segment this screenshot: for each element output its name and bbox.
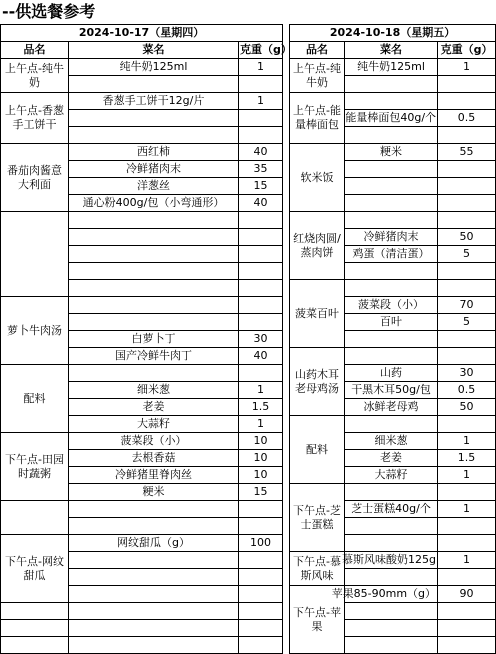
- day2-ingredient-weight: 30: [438, 365, 496, 382]
- day2-header-dish: 品名: [290, 42, 345, 59]
- day2-ingredient-weight: 1: [438, 433, 496, 450]
- day2-ingredient-weight: [438, 178, 496, 195]
- day1-ingredient-name: [69, 569, 239, 586]
- day1-ingredient-weight: [239, 365, 283, 382]
- day1-empty-cell: [239, 637, 283, 654]
- day1-ingredient-weight: 40: [239, 144, 283, 161]
- day1-ingredient-weight: 15: [239, 484, 283, 501]
- day2-ingredient-weight: 55: [438, 144, 496, 161]
- day2-ingredient-weight: 1: [438, 467, 496, 484]
- day2-dish-name: 下午点-慕斯风味: [290, 552, 345, 586]
- menu-row: [1, 501, 496, 518]
- day2-ingredient-name: 冰鲜老母鸡: [345, 399, 438, 416]
- day2-ingredient-name: [345, 161, 438, 178]
- day1-ingredient-name: 纯牛奶125ml: [69, 59, 239, 76]
- menu-row: [1, 467, 496, 484]
- menu-row: [1, 212, 496, 229]
- day1-ingredient-name: 老姜: [69, 399, 239, 416]
- day1-ingredient-name: 去根香菇: [69, 450, 239, 467]
- column-gap: [283, 161, 290, 178]
- menu-row: [1, 229, 496, 246]
- menu-row: [1, 535, 496, 552]
- day1-ingredient-name: 冷鲜猪里脊肉丝: [69, 467, 239, 484]
- day1-empty-cell: [1, 637, 69, 654]
- menu-row: [1, 144, 496, 161]
- column-gap: [283, 603, 290, 620]
- menu-row: [1, 110, 496, 127]
- day1-ingredient-weight: [239, 263, 283, 280]
- day1-ingredient-name: [69, 297, 239, 314]
- day2-ingredient-weight: [438, 569, 496, 586]
- day2-ingredient-weight: [438, 603, 496, 620]
- page-title: --供选餐参考: [2, 2, 96, 21]
- menu-row: [1, 127, 496, 144]
- header-row: [1, 42, 496, 59]
- day1-dish-name: 下午点-网纹甜瓜: [1, 535, 69, 603]
- menu-row: [1, 348, 496, 365]
- day2-ingredient-weight: [438, 637, 496, 654]
- menu-row: [1, 246, 496, 263]
- day2-ingredient-weight: [438, 93, 496, 110]
- day1-ingredient-name: 细米葱: [69, 382, 239, 399]
- day2-ingredient-name: [345, 603, 438, 620]
- column-gap: [283, 127, 290, 144]
- menu-row: [1, 399, 496, 416]
- menu-row: [1, 178, 496, 195]
- day2-ingredient-weight: [438, 161, 496, 178]
- day1-ingredient-weight: [239, 518, 283, 535]
- day1-dish-name: 配料: [1, 365, 69, 433]
- day2-ingredient-name: [345, 76, 438, 93]
- column-gap: [283, 297, 290, 314]
- day1-ingredient-weight: 1: [239, 382, 283, 399]
- day2-ingredient-name: 冷鲜猪肉末: [345, 229, 438, 246]
- menu-row: [1, 450, 496, 467]
- day1-ingredient-name: [69, 246, 239, 263]
- day2-ingredient-name: [345, 178, 438, 195]
- column-gap: [283, 518, 290, 535]
- day2-dish-name: 红烧肉圆/蒸肉饼: [290, 212, 345, 280]
- day1-ingredient-name: 国产冷鲜牛肉丁: [69, 348, 239, 365]
- day2-dish-name: 上午点-能量棒面包: [290, 93, 345, 144]
- day2-ingredient-weight: 90: [438, 586, 496, 603]
- menu-row: [1, 76, 496, 93]
- menu-row: [1, 263, 496, 280]
- column-gap: [283, 552, 290, 569]
- day2-ingredient-name: [345, 535, 438, 552]
- day1-ingredient-name: 洋葱丝: [69, 178, 239, 195]
- day1-ingredient-weight: [239, 127, 283, 144]
- column-gap: [283, 433, 290, 450]
- menu-row: [1, 365, 496, 382]
- menu-row: [1, 314, 496, 331]
- day1-empty-cell: [239, 603, 283, 620]
- day2-ingredient-name: [345, 263, 438, 280]
- menu-row: [1, 518, 496, 535]
- day2-ingredient-name: 山药: [345, 365, 438, 382]
- day1-ingredient-weight: [239, 501, 283, 518]
- day1-header-dish: 品名: [1, 42, 69, 59]
- menu-row: [1, 382, 496, 399]
- day1-ingredient-name: [69, 586, 239, 603]
- day2-ingredient-name: 能量棒面包40g/个: [345, 110, 438, 127]
- day2-ingredient-weight: [438, 348, 496, 365]
- day2-date: 2024-10-18（星期五）: [290, 25, 496, 42]
- day1-ingredient-weight: [239, 76, 283, 93]
- column-gap: [283, 416, 290, 433]
- day2-ingredient-name: 老姜: [345, 450, 438, 467]
- day1-empty-cell: [69, 620, 239, 637]
- menu-row: [1, 59, 496, 76]
- day1-ingredient-weight: [239, 586, 283, 603]
- day1-dish-name: 上午点-香葱手工饼干: [1, 93, 69, 144]
- menu-row: [1, 416, 496, 433]
- day1-ingredient-weight: 100: [239, 535, 283, 552]
- day1-dish-name: 上午点-纯牛奶: [1, 59, 69, 93]
- column-gap: [283, 246, 290, 263]
- column-gap: [283, 280, 290, 297]
- day1-dish-name: 萝卜牛肉汤: [1, 297, 69, 365]
- day1-ingredient-weight: 1: [239, 59, 283, 76]
- day1-ingredient-name: 粳米: [69, 484, 239, 501]
- day2-ingredient-name: 菠菜段（小）: [345, 297, 438, 314]
- day1-ingredient-name: 西红柿: [69, 144, 239, 161]
- day2-ingredient-name: 粳米: [345, 144, 438, 161]
- column-gap: [283, 76, 290, 93]
- day1-ingredient-name: [69, 314, 239, 331]
- day1-ingredient-weight: 40: [239, 195, 283, 212]
- day1-ingredient-weight: 40: [239, 348, 283, 365]
- menu-row: [1, 569, 496, 586]
- menu-row: [1, 297, 496, 314]
- menu-row: [1, 484, 496, 501]
- day2-ingredient-name: [345, 416, 438, 433]
- day1-ingredient-weight: 1.5: [239, 399, 283, 416]
- day2-ingredient-weight: [438, 280, 496, 297]
- day1-ingredient-name: 大蒜籽: [69, 416, 239, 433]
- day1-dish-name: 番茄肉酱意大利面: [1, 144, 69, 212]
- day1-header-ingredient: 菜名: [69, 42, 239, 59]
- day1-ingredient-name: [69, 280, 239, 297]
- day1-ingredient-name: [69, 365, 239, 382]
- day2-ingredient-name: [345, 620, 438, 637]
- day1-ingredient-name: [69, 518, 239, 535]
- column-gap: [283, 314, 290, 331]
- day2-ingredient-weight: 1: [438, 59, 496, 76]
- day2-ingredient-weight: [438, 620, 496, 637]
- day1-ingredient-name: [69, 263, 239, 280]
- day2-ingredient-name: [345, 518, 438, 535]
- day1-ingredient-name: [69, 552, 239, 569]
- day2-ingredient-name: [345, 212, 438, 229]
- day2-ingredient-name: [345, 280, 438, 297]
- column-gap: [283, 178, 290, 195]
- day2-ingredient-weight: 1.5: [438, 450, 496, 467]
- day2-ingredient-name: [345, 93, 438, 110]
- day2-ingredient-weight: 5: [438, 314, 496, 331]
- column-gap: [283, 110, 290, 127]
- day1-empty-cell: [1, 620, 69, 637]
- day2-ingredient-weight: 1: [438, 552, 496, 569]
- day2-ingredient-weight: 50: [438, 399, 496, 416]
- day2-ingredient-weight: 50: [438, 229, 496, 246]
- column-gap: [283, 399, 290, 416]
- day2-ingredient-weight: 5: [438, 246, 496, 263]
- day2-ingredient-weight: [438, 518, 496, 535]
- day1-ingredient-weight: 30: [239, 331, 283, 348]
- column-gap: [283, 382, 290, 399]
- day1-date: 2024-10-17（星期四）: [1, 25, 283, 42]
- day2-dish-name: 菠菜百叶: [290, 280, 345, 348]
- column-gap: [283, 637, 290, 654]
- column-gap: [283, 93, 290, 110]
- day2-ingredient-name: [345, 127, 438, 144]
- menu-row: [1, 280, 496, 297]
- menu-row: [1, 637, 496, 654]
- column-gap: [283, 331, 290, 348]
- date-row: [1, 25, 496, 42]
- column-gap: [283, 59, 290, 76]
- day1-ingredient-weight: 1: [239, 416, 283, 433]
- day2-ingredient-weight: 0.5: [438, 110, 496, 127]
- day2-ingredient-name: 纯牛奶125ml: [345, 59, 438, 76]
- day2-ingredient-name: 芝士蛋糕40g/个: [345, 501, 438, 518]
- day2-ingredient-weight: [438, 195, 496, 212]
- day2-dish-name: 下午点-苹果: [290, 586, 345, 654]
- day1-ingredient-weight: 10: [239, 433, 283, 450]
- day2-ingredient-name: 细米葱: [345, 433, 438, 450]
- day1-ingredient-name: [69, 229, 239, 246]
- day1-header-weight: 克重（g）: [239, 42, 283, 59]
- day2-ingredient-name: 苹果85-90mm（g）: [345, 586, 438, 603]
- day1-ingredient-name: [69, 127, 239, 144]
- column-gap: [283, 569, 290, 586]
- day1-ingredient-weight: 1: [239, 93, 283, 110]
- day2-ingredient-name: [345, 569, 438, 586]
- day2-header-ingredient: 菜名: [345, 42, 438, 59]
- day1-ingredient-weight: 10: [239, 450, 283, 467]
- day1-ingredient-name: 冷鲜猪肉末: [69, 161, 239, 178]
- menu-row: [1, 603, 496, 620]
- column-gap: [283, 25, 290, 42]
- day1-ingredient-weight: 35: [239, 161, 283, 178]
- day1-ingredient-name: 香葱手工饼干12g/片: [69, 93, 239, 110]
- day1-ingredient-weight: [239, 246, 283, 263]
- column-gap: [283, 365, 290, 382]
- day2-ingredient-name: [345, 331, 438, 348]
- menu-row: [1, 331, 496, 348]
- column-gap: [283, 144, 290, 161]
- day1-ingredient-weight: 10: [239, 467, 283, 484]
- day1-empty-cell: [69, 603, 239, 620]
- day1-empty-cell: [1, 603, 69, 620]
- day2-ingredient-weight: [438, 535, 496, 552]
- column-gap: [283, 195, 290, 212]
- day2-ingredient-name: 干黑木耳50g/包: [345, 382, 438, 399]
- day2-ingredient-weight: [438, 416, 496, 433]
- day1-empty-cell: [69, 637, 239, 654]
- menu-row: [1, 620, 496, 637]
- day2-ingredient-name: 鸡蛋（清洁蛋）: [345, 246, 438, 263]
- day2-ingredient-name: [345, 484, 438, 501]
- day1-ingredient-name: [69, 212, 239, 229]
- day2-ingredient-name: [345, 348, 438, 365]
- column-gap: [283, 212, 290, 229]
- day2-ingredient-weight: [438, 484, 496, 501]
- day2-dish-name: 下午点-芝士蛋糕: [290, 484, 345, 552]
- day1-ingredient-weight: [239, 569, 283, 586]
- day1-dish-name: [1, 501, 69, 535]
- column-gap: [283, 348, 290, 365]
- day1-ingredient-name: [69, 76, 239, 93]
- column-gap: [283, 467, 290, 484]
- day2-ingredient-name: [345, 637, 438, 654]
- day1-ingredient-weight: [239, 229, 283, 246]
- day2-dish-name: 山药木耳老母鸡汤: [290, 348, 345, 416]
- day2-ingredient-weight: [438, 331, 496, 348]
- day2-ingredient-weight: [438, 76, 496, 93]
- day2-header-weight: 克重（g）: [438, 42, 496, 59]
- day1-empty-cell: [239, 620, 283, 637]
- day2-ingredient-name: [345, 195, 438, 212]
- menu-row: [1, 93, 496, 110]
- day2-ingredient-weight: [438, 127, 496, 144]
- day2-dish-name: 上午点-纯牛奶: [290, 59, 345, 93]
- column-gap: [283, 450, 290, 467]
- day1-ingredient-weight: [239, 552, 283, 569]
- day2-ingredient-weight: [438, 212, 496, 229]
- column-gap: [283, 229, 290, 246]
- day1-ingredient-name: 网纹甜瓜（g）: [69, 535, 239, 552]
- day1-ingredient-name: 通心粉400g/包（小弯通形）: [69, 195, 239, 212]
- menu-row: [1, 586, 496, 603]
- day1-ingredient-name: 菠菜段（小）: [69, 433, 239, 450]
- column-gap: [283, 501, 290, 518]
- day2-dish-name: 软米饭: [290, 144, 345, 212]
- day1-ingredient-weight: [239, 280, 283, 297]
- menu-row: [1, 552, 496, 569]
- day2-dish-name: 配料: [290, 416, 345, 484]
- day1-ingredient-weight: [239, 110, 283, 127]
- menu-row: [1, 195, 496, 212]
- day1-ingredient-weight: [239, 314, 283, 331]
- day1-ingredient-name: [69, 501, 239, 518]
- day2-ingredient-name: 百叶: [345, 314, 438, 331]
- column-gap: [283, 620, 290, 637]
- day1-ingredient-name: 白萝卜丁: [69, 331, 239, 348]
- day2-ingredient-weight: 70: [438, 297, 496, 314]
- day2-ingredient-weight: [438, 263, 496, 280]
- day1-ingredient-weight: [239, 297, 283, 314]
- day1-ingredient-weight: 15: [239, 178, 283, 195]
- day1-ingredient-weight: [239, 212, 283, 229]
- column-gap: [283, 586, 290, 603]
- menu-row: [1, 433, 496, 450]
- day1-dish-name: 下午点-田园时蔬粥: [1, 433, 69, 501]
- column-gap: [283, 535, 290, 552]
- day2-ingredient-name: 大蒜籽: [345, 467, 438, 484]
- day2-ingredient-weight: 0.5: [438, 382, 496, 399]
- day2-ingredient-name: 慕斯风味酸奶125g: [345, 552, 438, 569]
- column-gap: [283, 484, 290, 501]
- day1-dish-name: [1, 212, 69, 297]
- column-gap: [283, 263, 290, 280]
- menu-row: [1, 161, 496, 178]
- day1-ingredient-name: [69, 110, 239, 127]
- menu-table: [0, 24, 496, 654]
- day2-ingredient-weight: 1: [438, 501, 496, 518]
